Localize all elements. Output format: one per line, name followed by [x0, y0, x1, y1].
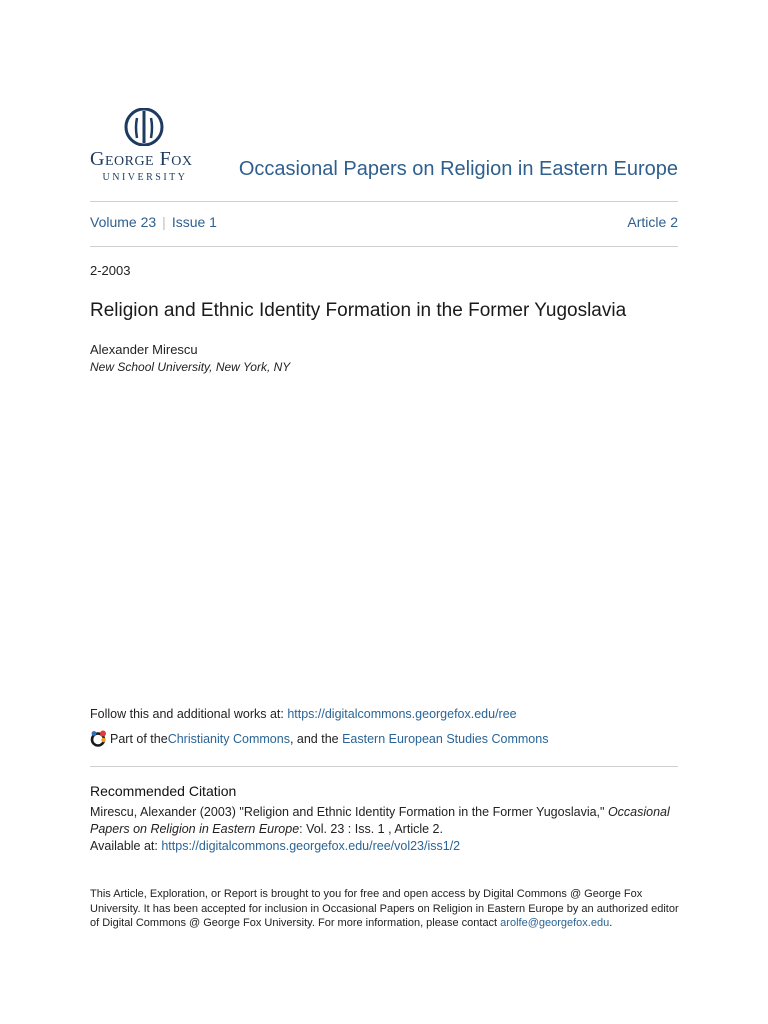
part-of-prefix: Part of the [110, 731, 168, 746]
nav-divider [90, 246, 678, 247]
nav-separator: | [162, 214, 166, 230]
publication-date: 2-2003 [90, 263, 131, 278]
citation-journal: Occasional Papers on Religion in Eastern Europe [90, 805, 670, 836]
article-url-link[interactable]: https://digitalcommons.georgefox.edu/ree/vol23/iss1/2 [161, 839, 461, 853]
available-prefix: Available at: [90, 839, 162, 853]
christianity-commons-link[interactable]: Christianity Commons [167, 731, 290, 746]
gfu-emblem-icon [124, 108, 164, 146]
eastern-european-studies-commons-link[interactable]: Eastern European Studies Commons [342, 731, 549, 746]
logo-name: George Fox [90, 148, 193, 170]
journal-title[interactable]: Occasional Papers on Religion in Eastern Europe [238, 158, 678, 180]
access-statement [90, 887, 680, 931]
contact-email-link[interactable]: arolfe@georgefox.edu [500, 917, 610, 929]
repository-link[interactable]: https://digitalcommons.georgefox.edu/ree [287, 707, 517, 721]
follow-prefix: Follow this and additional works at: [90, 707, 288, 721]
part-of-middle: , and the [289, 731, 343, 746]
issue-nav [90, 214, 678, 230]
citation-block [90, 804, 680, 855]
network-commons-icon [90, 730, 107, 747]
issue-link[interactable]: Issue 1 [171, 214, 217, 230]
citation-text: Mirescu, Alexander (2003) "Religion and Ethnic Identity Formation in the Former Yugoslavia," [90, 805, 608, 819]
george-fox-logo [90, 108, 200, 182]
follow-line [90, 707, 517, 721]
citation-volume: : Vol. 23 : Iss. 1 , Article 2. [299, 822, 443, 836]
article-link[interactable]: Article 2 [627, 214, 678, 230]
article-title: Religion and Ethnic Identity Formation in the Former Yugoslavia [90, 300, 627, 321]
author-affiliation: New School University, New York, NY [90, 360, 291, 374]
part-of-line [90, 730, 548, 747]
citation-divider [90, 766, 678, 767]
author-name: Alexander Mirescu [90, 342, 198, 357]
access-text-end: . [609, 917, 613, 929]
access-text: This Article, Exploration, or Report is brought to you for free and open access by Digital Commons @ George Fox University. It has been accepted for inclusion in Occasional Papers on Religion in Eastern Europe by an authorized editor of Digital Commons @ George Fox University. For more information, please contact [90, 888, 679, 929]
volume-link[interactable]: Volume 23 [90, 214, 157, 230]
citation-heading: Recommended Citation [90, 783, 237, 799]
header-divider [90, 201, 678, 202]
logo-subname: UNIVERSITY [102, 172, 188, 181]
